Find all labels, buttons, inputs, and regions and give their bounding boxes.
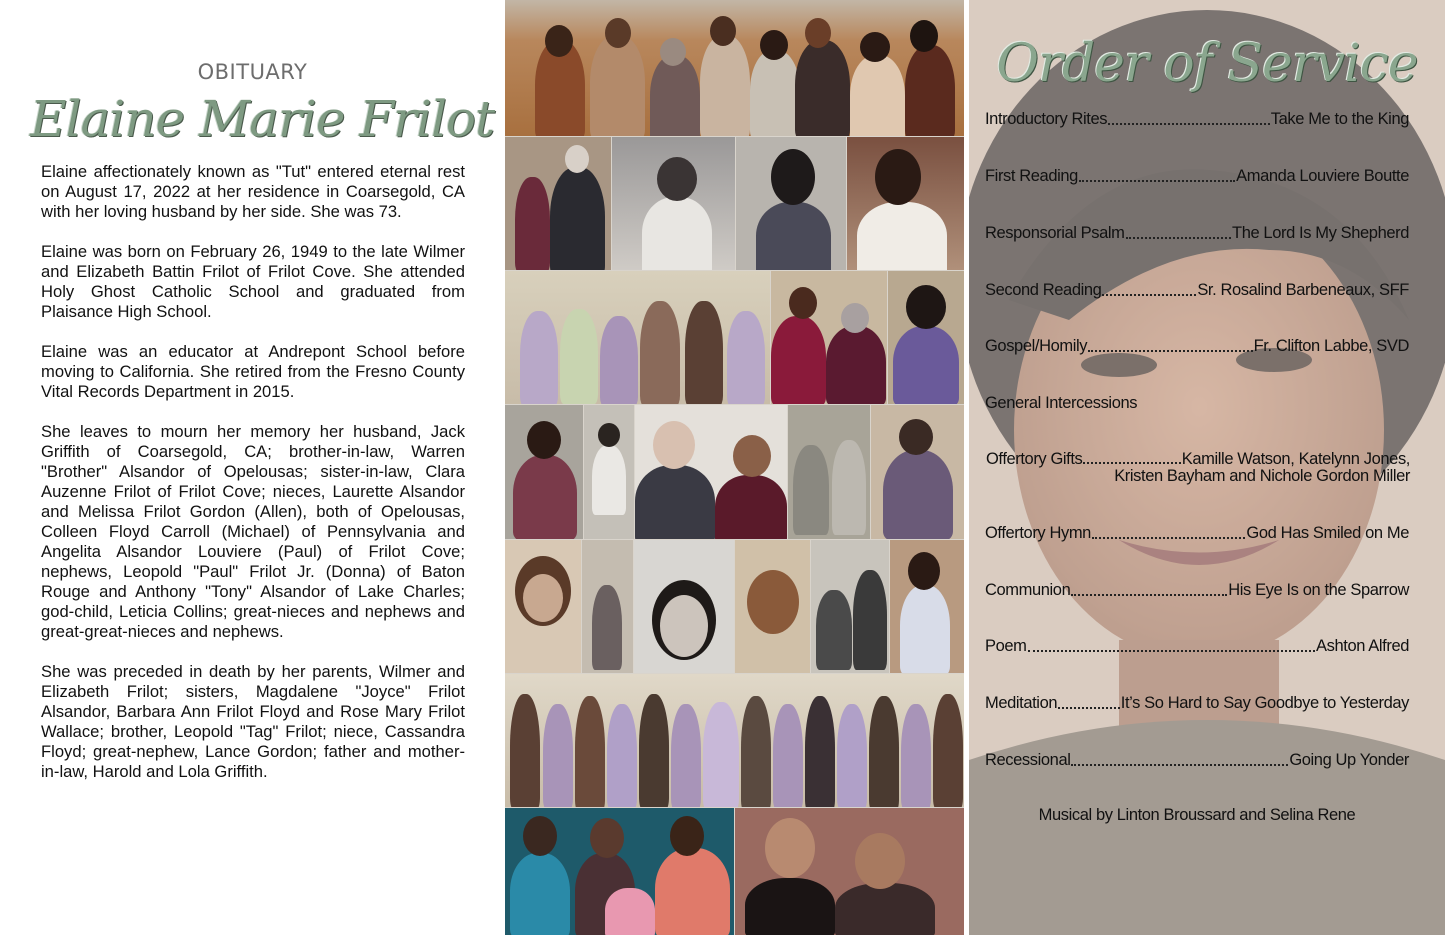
service-item-name: Recessional bbox=[985, 751, 1071, 769]
service-item-name: Meditation bbox=[985, 694, 1058, 712]
collage-photo bbox=[811, 540, 889, 673]
service-item bbox=[985, 337, 1409, 356]
collage-photo bbox=[635, 405, 787, 539]
service-item-performer: It’s So Hard to Say Goodbye to Yesterday bbox=[1120, 694, 1409, 712]
service-item bbox=[986, 451, 1410, 485]
wedding-group-photo bbox=[505, 674, 964, 807]
service-item-name: Offertory Gifts bbox=[986, 450, 1083, 468]
service-item bbox=[985, 581, 1409, 600]
service-item-performer: The Lord Is My Shepherd bbox=[1232, 224, 1409, 242]
service-item-name: Responsorial Psalm bbox=[985, 224, 1125, 242]
service-item-performer: Going Up Yonder bbox=[1289, 751, 1409, 769]
collage-photo bbox=[505, 808, 734, 935]
service-item bbox=[985, 637, 1409, 656]
service-item-name: Communion bbox=[985, 581, 1071, 599]
obituary-label: OBITUARY bbox=[197, 60, 308, 84]
service-item-performer: Kristen Bayham and Nichole Gordon Miller bbox=[1114, 467, 1410, 485]
service-item-name: Offertory Hymn bbox=[985, 524, 1091, 542]
collage-photo bbox=[890, 540, 964, 673]
obituary-paragraph: She was preceded in death by her parents, Wilmer and Elizabeth Frilot; sisters, Magdalene "Joyce" Frilot Alsandor, Barbara Ann Frilot Floyd and Rose Mary Frilot Wallace; brother, Leopold "Tag" Frilot; niece, Cassandra Floyd; great-nephew, Lance Gordon; father and mother-in-law, Harold and Lola Griffith. bbox=[41, 662, 465, 781]
collage-photo bbox=[871, 405, 964, 539]
service-item-performer: Take Me to the King bbox=[1270, 110, 1409, 128]
collage-photo bbox=[505, 540, 581, 673]
service-item-performer: Sr. Rosalind Barbeneaux, SFF bbox=[1197, 281, 1409, 299]
service-item bbox=[985, 751, 1409, 770]
service-item bbox=[985, 694, 1409, 713]
service-item bbox=[985, 281, 1409, 300]
collage-photo bbox=[505, 137, 611, 270]
service-item bbox=[985, 110, 1409, 129]
obituary-panel bbox=[0, 0, 505, 935]
obituary-paragraph: Elaine was born on February 26, 1949 to the late Wilmer and Elizabeth Battin Frilot of Frilot Cove. She attended Holy Ghost Catholic School and graduated from Plaisance High School. bbox=[41, 242, 465, 321]
collage-photo bbox=[505, 405, 583, 539]
service-item-name: Introductory Rites bbox=[985, 110, 1108, 128]
music-credit: Musical by Linton Broussard and Selina Rene bbox=[1038, 806, 1356, 824]
collage-photo bbox=[735, 808, 964, 935]
service-item bbox=[985, 167, 1409, 186]
obituary-paragraph: Elaine affectionately known as "Tut" entered eternal rest on August 17, 2022 at her residence in Coarsegold, CA with her loving husband by her side. She was 73. bbox=[41, 162, 465, 221]
service-item bbox=[985, 524, 1409, 543]
obituary-text bbox=[41, 162, 465, 802]
obituary-paragraph: Elaine was an educator at Andrepont School before moving to California. She retired from the Fresno County Vital Records Department in 2015. bbox=[41, 342, 465, 401]
collage-photo bbox=[612, 137, 735, 270]
collage-photo bbox=[634, 540, 734, 673]
order-of-service-title: Order of Service bbox=[996, 34, 1418, 94]
service-item-performer: Kamille Watson, Katelynn Jones, bbox=[1181, 450, 1410, 468]
service-item-performer: Fr. Clifton Labbe, SVD bbox=[1253, 337, 1409, 355]
service-item-performer: Amanda Louviere Boutte bbox=[1236, 167, 1409, 185]
service-item bbox=[985, 394, 1409, 413]
collage-photo bbox=[736, 137, 846, 270]
service-item-name: General Intercessions bbox=[985, 394, 1138, 412]
collage-photo bbox=[847, 137, 964, 270]
collage-photo bbox=[505, 271, 770, 404]
service-item-name: Second Reading bbox=[985, 281, 1102, 299]
service-item-performer: Ashton Alfred bbox=[1316, 637, 1409, 655]
collage-photo bbox=[584, 405, 634, 539]
service-item-performer: God Has Smiled on Me bbox=[1246, 524, 1409, 542]
collage-photo bbox=[771, 271, 887, 404]
family-group-photo bbox=[505, 0, 964, 136]
collage-photo bbox=[788, 405, 870, 539]
service-item-name: Poem bbox=[985, 637, 1027, 655]
obituary-paragraph: She leaves to mourn her memory her husband, Jack Griffith of Coarsegold, CA; brother-in-law, Warren "Brother" Alsandor of Opelousas; sister-in-law, Clara Auzenne Frilot of Frilot Cove; nieces, Laurette Alsandor and Melissa Frilot Gordon (Allen), both of Opelousas, Colleen Floyd Carroll (Michael) of Pennsylvania and Angelita Alsandor Louviere (Paul) of Frilot Cove; nephews, Leopold "Paul" Frilot Jr. (Donna) of Baton Rouge and Anthony "Tony" Alsandor of Lake Charles; god-child, Leticia Collins; great-nieces and nephews and great-great-nieces and nephews. bbox=[41, 422, 465, 641]
service-item bbox=[985, 224, 1409, 243]
collage-photo bbox=[735, 540, 810, 673]
order-of-service-panel bbox=[969, 0, 1445, 935]
service-item-name: Gospel/Homily bbox=[985, 337, 1088, 355]
collage-photo bbox=[888, 271, 964, 404]
deceased-name: Elaine Marie Frilot bbox=[30, 90, 495, 148]
photo-collage bbox=[505, 0, 964, 935]
collage-photo bbox=[582, 540, 633, 673]
service-item-performer: His Eye Is on the Sparrow bbox=[1228, 581, 1409, 599]
service-item-name: First Reading bbox=[985, 167, 1078, 185]
